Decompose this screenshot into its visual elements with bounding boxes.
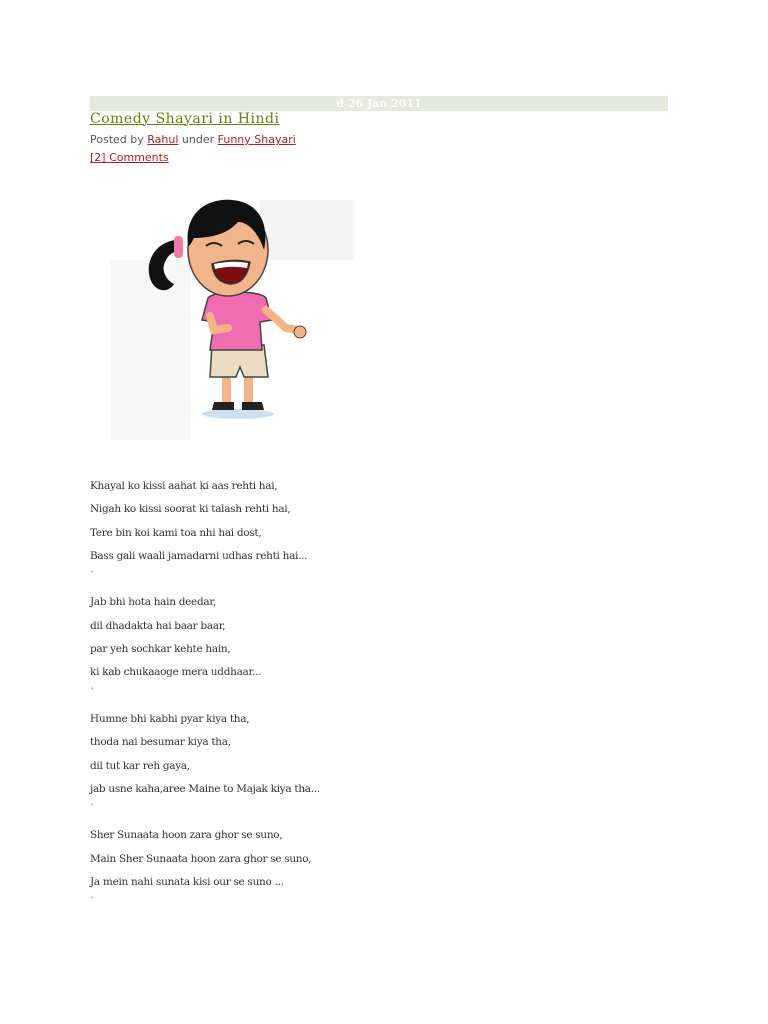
stanza-separator: ` — [90, 897, 95, 909]
poem-line: Khayal ko kissi aahat ki aas rehti hai, — [90, 480, 278, 492]
shayari-poem — [90, 478, 690, 921]
stanza — [90, 827, 690, 920]
comments-link[interactable]: [2] Comments — [90, 151, 169, 164]
stanza — [90, 594, 690, 710]
posted-by-label: Posted by — [90, 133, 144, 146]
poem-line: Tere bin koi kami toa nhi hai dost, — [90, 526, 262, 539]
poem-line: thoda nai besumar kiya tha, — [90, 736, 231, 749]
stanza — [90, 478, 690, 594]
comments-line — [90, 151, 169, 164]
poem-line: jab usne kaha,aree Maine to Majak kiya tha... — [90, 782, 320, 795]
stanza-separator: ` — [90, 687, 95, 699]
poem-line: Sher Sunaata hoon zara ghor se suno, — [90, 829, 283, 842]
author-link[interactable]: Rahul — [147, 133, 179, 146]
under-label: under — [181, 133, 215, 146]
stanza — [90, 711, 690, 827]
laughing-girl-cartoon-icon — [110, 180, 360, 450]
stanza-separator: ` — [90, 804, 95, 816]
poem-line: Nigah ko kissi soorat ki talash rehti hai, — [90, 503, 291, 516]
poem-line: ki kab chukaaoge mera uddhaar... — [90, 666, 262, 679]
poem-line: Humne bhi kabhi pyar kiya tha, — [90, 712, 250, 725]
category-link[interactable]: Funny Shayari — [217, 133, 296, 146]
post-meta — [90, 133, 296, 146]
poem-line: Jab bhi hota hain deedar, — [90, 596, 216, 609]
poem-line: par yeh sochkar kehte hain, — [90, 643, 231, 656]
post-date-bar: d 26 Jan 2011 — [90, 96, 668, 111]
poem-line: Bass gali waali jamadarni udhas rehti hai... — [90, 549, 308, 562]
stanza-separator: ` — [90, 571, 95, 583]
poem-line: dil dhadakta hai baar baar, — [90, 619, 226, 632]
poem-line: dil tut kar reh gaya, — [90, 759, 190, 772]
post-title[interactable]: Comedy Shayari in Hindi — [90, 111, 280, 127]
poem-line: Main Sher Sunaata hoon zara ghor se suno, — [90, 852, 312, 865]
poem-line: Ja mein nahi sunata kisi our se suno ... — [90, 876, 284, 889]
